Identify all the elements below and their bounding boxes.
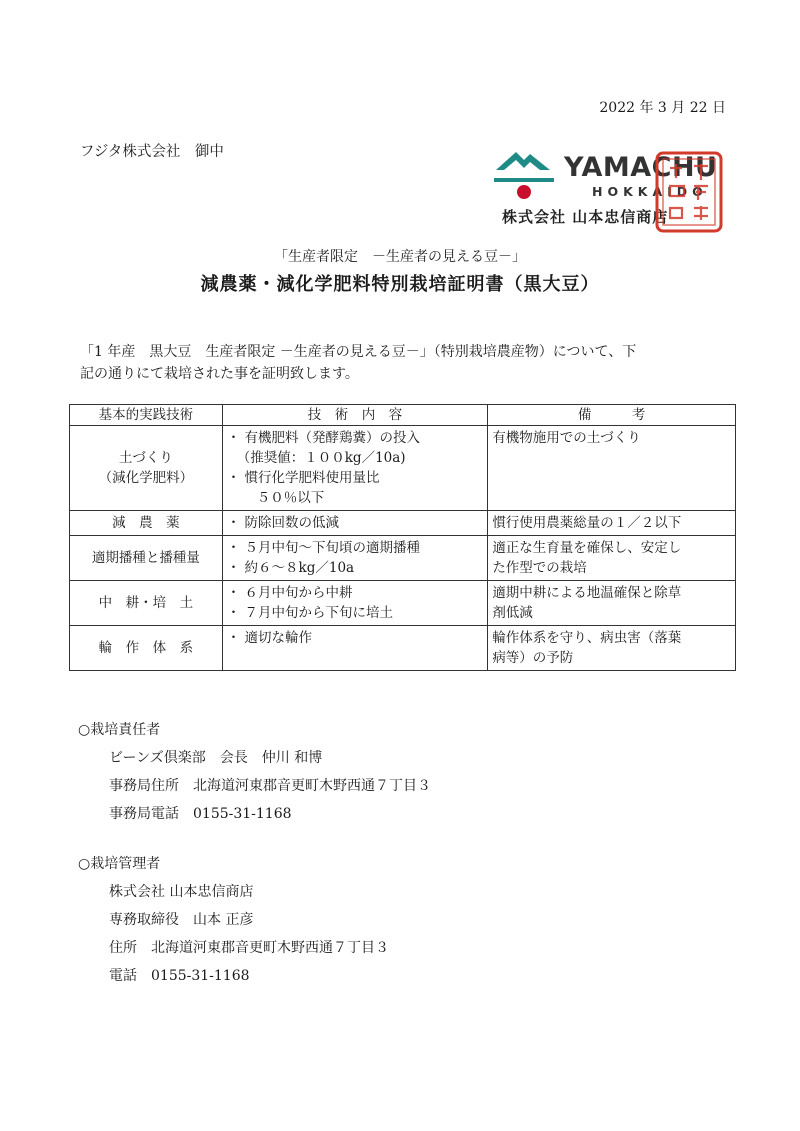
note-text: 慣行使用農薬総量の１／２以下 <box>492 515 682 531</box>
content-cell <box>222 536 488 581</box>
note-text: 病等）の予防 <box>492 650 574 666</box>
manager-line: 住所 北海道河東郡音更町木野西通７丁目３ <box>109 940 389 956</box>
practice-cell <box>70 581 223 626</box>
intro-paragraph <box>80 341 730 385</box>
content-text: ５０％以下 <box>256 490 325 506</box>
responsible-section <box>78 716 431 828</box>
content-text: ・ 防除回数の低減 <box>226 515 340 531</box>
practice-text: 中 耕・培 土 <box>98 595 194 611</box>
intro-line: 記の通りにて栽培された事を証明致します。 <box>80 366 359 382</box>
table-row <box>70 511 736 536</box>
document-date: 2022 年 3 月 22 日 <box>599 100 726 116</box>
note-text: 適正な生育量を確保し、安定し <box>492 540 682 556</box>
content-cell <box>222 426 488 511</box>
manager-line: 株式会社 山本忠信商店 <box>109 884 254 900</box>
content-text: ・ ７月中旬から下旬に培土 <box>226 605 394 621</box>
content-cell <box>222 511 488 536</box>
logo-company-name: 株式会社 山本忠信商店 <box>502 208 669 226</box>
practice-text: 土づくり <box>118 450 173 466</box>
manager-line: 電話 0155-31-1168 <box>109 968 250 984</box>
document-title: 減農薬・減化学肥料特別栽培証明書（黒大豆） <box>200 274 600 295</box>
practice-cell <box>70 511 223 536</box>
company-seal-stamp-icon <box>654 150 724 234</box>
manager-line: 専務取締役 山本 正彦 <box>109 912 254 928</box>
note-cell <box>488 536 736 581</box>
note-cell <box>488 626 736 671</box>
content-cell <box>222 626 488 671</box>
manager-heading: ○栽培管理者 <box>78 856 161 872</box>
content-text: ・ ５月中旬～下旬頃の適期播種 <box>226 540 421 556</box>
note-cell <box>488 511 736 536</box>
practice-text: 減 農 薬 <box>112 515 180 531</box>
table-row <box>70 426 736 511</box>
content-text: ・ 有機肥料（発酵鶏糞）の投入 <box>226 430 421 446</box>
practice-cell <box>70 626 223 671</box>
header-note: 備 考 <box>488 405 736 426</box>
note-text: 有機物施用での土づくり <box>492 430 641 446</box>
note-cell <box>488 581 736 626</box>
header-practice: 基本的実践技術 <box>70 405 223 426</box>
table-header-row <box>70 405 736 426</box>
recipient: フジタ株式会社 御中 <box>80 144 224 160</box>
practice-cell <box>70 426 223 511</box>
table-row <box>70 626 736 671</box>
cultivation-table <box>69 404 736 671</box>
table-row <box>70 581 736 626</box>
content-text: ・ ６月中旬から中耕 <box>226 585 353 601</box>
note-text: 輪作体系を守り、病虫害（落葉 <box>492 630 682 646</box>
content-text: （推奨値：１００kg／10a) <box>236 450 406 466</box>
note-text: 剤低減 <box>492 605 533 621</box>
document-subtitle: 「生産者限定 －生産者の見える豆－」 <box>274 249 526 265</box>
practice-text: 輪 作 体 系 <box>98 640 194 656</box>
manager-section <box>78 850 389 990</box>
responsible-heading: ○栽培責任者 <box>78 722 161 738</box>
content-text: ・ 慣行化学肥料使用量比 <box>226 470 380 486</box>
responsible-line: ビーンズ倶楽部 会長 仲川 和博 <box>109 750 323 766</box>
table-row <box>70 536 736 581</box>
practice-cell <box>70 536 223 581</box>
responsible-line: 事務局住所 北海道河東郡音更町木野西通７丁目３ <box>109 778 431 794</box>
note-text: た作型での栽培 <box>492 560 587 576</box>
logo-subtitle: HOKKAIDO <box>592 184 708 199</box>
company-logo <box>494 148 726 238</box>
content-text: ・ 適切な輪作 <box>226 630 313 646</box>
header-content: 技 術 内 容 <box>222 405 488 426</box>
mountain-logo-icon <box>494 148 570 204</box>
content-cell <box>222 581 488 626</box>
practice-text: 適期播種と播種量 <box>91 550 200 566</box>
content-text: ・ 約６～８kg／10a <box>226 560 355 576</box>
responsible-line: 事務局電話 0155-31-1168 <box>109 806 292 822</box>
intro-line: 「1 年産 黒大豆 生産者限定 －生産者の見える豆－」（特別栽培農産物）について、下 <box>80 344 637 360</box>
note-cell <box>488 426 736 511</box>
practice-text: （減化学肥料） <box>98 470 194 486</box>
logo-brand: YAMACHU <box>564 152 718 183</box>
note-text: 適期中耕による地温確保と除草 <box>492 585 682 601</box>
